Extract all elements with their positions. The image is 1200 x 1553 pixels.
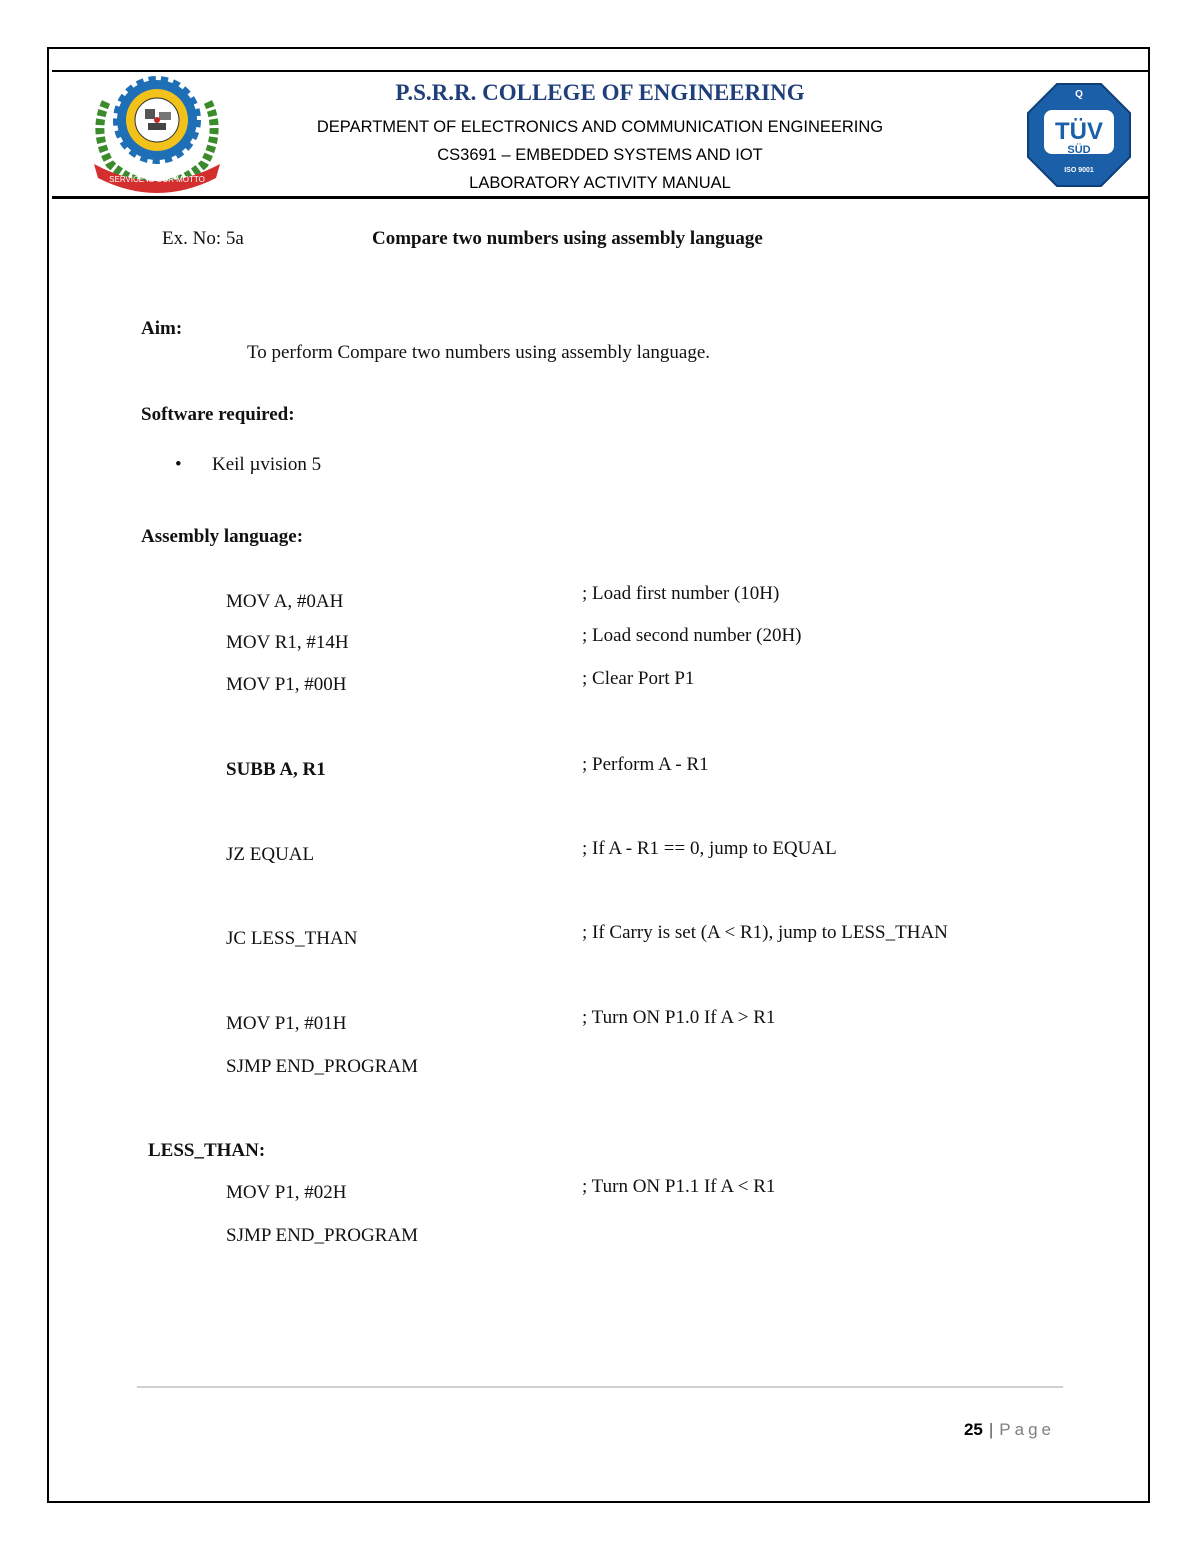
tuv-q-mark: Q [1075, 89, 1083, 100]
aim-text: To perform Compare two numbers using assembly language. [247, 342, 711, 363]
college-logo [88, 72, 226, 196]
code-line: SUBB A, R1 [226, 759, 326, 780]
software-item: Keil µvision 5 [212, 454, 322, 475]
code-line: MOV R1, #14H [226, 632, 349, 653]
code-line: MOV P1, #00H [226, 674, 347, 695]
page-number [964, 1420, 1055, 1440]
code-line: JC LESS_THAN [226, 928, 358, 949]
bullet-icon: • [175, 454, 182, 475]
course-name: CS3691 – EMBEDDED SYSTEMS AND IOT [437, 146, 763, 164]
code-comment: ; Load second number (20H) [582, 625, 802, 646]
tuv-mark: TÜV [1055, 118, 1103, 145]
aim-label: Aim: [141, 318, 183, 339]
code-comment: ; Load first number (10H) [582, 583, 780, 604]
footer-rule [137, 1386, 1063, 1388]
assembly-label: Assembly language: [141, 526, 304, 547]
code-comment: ; Turn ON P1.0 If A > R1 [582, 1007, 776, 1028]
code-comment: ; If Carry is set (A < R1), jump to LESS_THAN [582, 922, 948, 943]
header-bottom-rule [52, 196, 1148, 199]
tuv-sud-mark: SÜD [1067, 144, 1091, 156]
manual-title: LABORATORY ACTIVITY MANUAL [469, 174, 731, 192]
code-comment: ; Turn ON P1.1 If A < R1 [582, 1176, 776, 1197]
code-line: MOV P1, #01H [226, 1013, 347, 1034]
code-comment: ; Perform A - R1 [582, 754, 709, 775]
code-comment: ; Clear Port P1 [582, 668, 695, 689]
code-line: JZ EQUAL [226, 844, 315, 865]
page-label: Page [999, 1420, 1055, 1439]
experiment-number: Ex. No: 5a [162, 228, 244, 249]
college-name: P.S.R.R. COLLEGE OF ENGINEERING [395, 80, 805, 105]
experiment-title: Compare two numbers using assembly language [372, 228, 763, 249]
tuv-sud-logo [1026, 82, 1132, 188]
software-label: Software required: [141, 404, 295, 425]
code-line: MOV A, #0AH [226, 591, 344, 612]
less-than-label: LESS_THAN: [148, 1140, 266, 1161]
code-line: SJMP END_PROGRAM [226, 1056, 418, 1077]
code-comment: ; If A - R1 == 0, jump to EQUAL [582, 838, 837, 859]
college-motto: SERVICE IS OUR MOTTO [109, 175, 205, 184]
page-separator: | [988, 1420, 994, 1439]
code-line: MOV P1, #02H [226, 1182, 347, 1203]
department-name: DEPARTMENT OF ELECTRONICS AND COMMUNICATION ENGINEERING [316, 118, 884, 136]
tuv-iso-mark: ISO 9001 [1064, 167, 1094, 174]
page-number-value: 25 [963, 1420, 983, 1439]
code-line: SJMP END_PROGRAM [226, 1225, 418, 1246]
